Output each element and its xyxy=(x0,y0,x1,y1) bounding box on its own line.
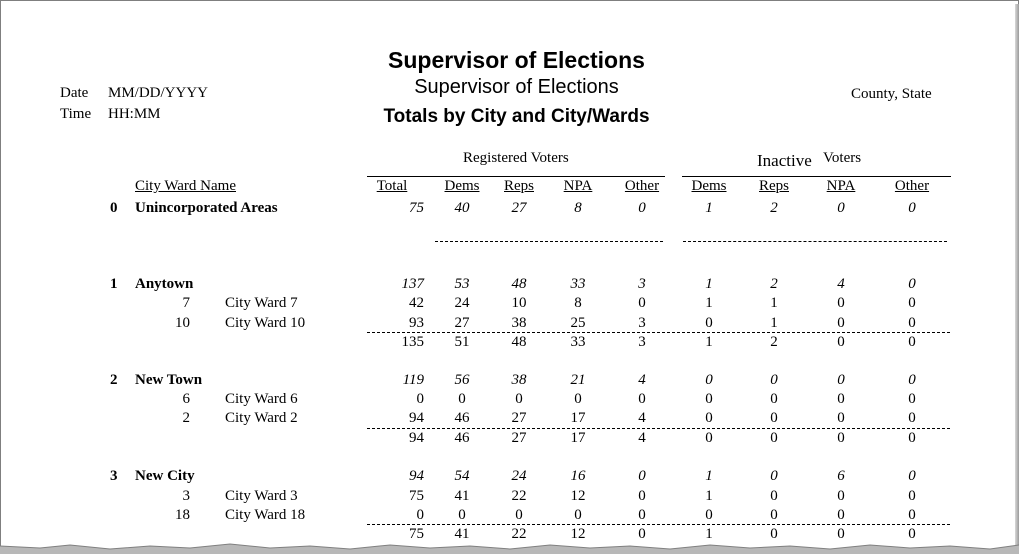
cell-reps: 27 xyxy=(511,410,527,426)
cell-inactive-dems: 0 xyxy=(705,410,713,426)
cell-reps: 24 xyxy=(511,468,527,484)
separator-inactive xyxy=(683,241,947,242)
cell-inactive-other: 0 xyxy=(908,468,916,484)
ward-code: 18 xyxy=(175,507,190,523)
col-header-inactive-dems: Dems xyxy=(691,178,727,194)
cell-inactive-dems: 1 xyxy=(705,468,713,484)
col-header-reps: Reps xyxy=(504,178,534,194)
cell-reps: 27 xyxy=(511,430,527,446)
cell-total: 94 xyxy=(409,430,424,446)
col-header-name: City Ward Name xyxy=(135,178,236,194)
cell-dems: 27 xyxy=(454,315,470,331)
cell-total: 42 xyxy=(409,295,424,311)
subtotal-rule xyxy=(367,332,950,333)
cell-other: 3 xyxy=(638,276,646,292)
city-name: Unincorporated Areas xyxy=(135,200,278,216)
cell-inactive-npa: 0 xyxy=(837,334,845,350)
cell-inactive-other: 0 xyxy=(908,526,916,542)
cell-dems: 56 xyxy=(454,372,470,388)
torn-edge xyxy=(0,540,1019,554)
city-code: 1 xyxy=(110,276,118,292)
cell-inactive-dems: 1 xyxy=(705,295,713,311)
city-code: 2 xyxy=(110,372,118,388)
cell-inactive-other: 0 xyxy=(908,507,916,523)
cell-reps: 0 xyxy=(515,391,523,407)
city-name: New Town xyxy=(135,372,203,388)
cell-inactive-dems: 0 xyxy=(705,391,713,407)
cell-other: 3 xyxy=(638,334,646,350)
subtotal-rule xyxy=(367,428,950,429)
cell-inactive-reps: 0 xyxy=(770,372,778,388)
date-label: Date xyxy=(60,85,89,101)
cell-npa: 12 xyxy=(570,488,586,504)
date-value: MM/DD/YYYY xyxy=(108,85,209,101)
cell-inactive-other: 0 xyxy=(908,372,916,388)
cell-total: 94 xyxy=(409,468,424,484)
cell-inactive-dems: 0 xyxy=(705,372,713,388)
cell-inactive-reps: 1 xyxy=(770,315,778,331)
cell-reps: 38 xyxy=(511,372,527,388)
ward-name: City Ward 7 xyxy=(225,295,298,311)
ward-name: City Ward 3 xyxy=(225,488,298,504)
cell-reps: 10 xyxy=(511,295,527,311)
cell-inactive-reps: 0 xyxy=(770,391,778,407)
ward-name: City Ward 6 xyxy=(225,391,298,407)
cell-inactive-reps: 0 xyxy=(770,430,778,446)
cell-total: 0 xyxy=(416,507,424,523)
cell-reps: 48 xyxy=(511,276,527,292)
ward-name: City Ward 10 xyxy=(225,315,306,331)
cell-npa: 21 xyxy=(570,372,586,388)
cell-total: 93 xyxy=(409,315,424,331)
cell-inactive-other: 0 xyxy=(908,200,916,216)
cell-other: 0 xyxy=(638,295,646,311)
city-code: 0 xyxy=(110,200,118,216)
ward-name: City Ward 18 xyxy=(225,507,306,523)
cell-reps: 27 xyxy=(511,200,527,216)
cell-other: 0 xyxy=(638,507,646,523)
cell-dems: 46 xyxy=(454,410,470,426)
cell-reps: 22 xyxy=(511,488,527,504)
registered-header-rule xyxy=(367,176,665,177)
cell-inactive-npa: 0 xyxy=(837,295,845,311)
cell-dems: 41 xyxy=(454,488,470,504)
col-header-inactive-npa: NPA xyxy=(826,178,856,194)
col-header-total: Total xyxy=(376,178,408,194)
cell-inactive-reps: 2 xyxy=(770,276,778,292)
col-header-inactive-reps: Reps xyxy=(759,178,789,194)
cell-npa: 25 xyxy=(570,315,586,331)
cell-inactive-npa: 0 xyxy=(837,391,845,407)
cell-npa: 0 xyxy=(574,391,582,407)
cell-inactive-other: 0 xyxy=(908,334,916,350)
cell-inactive-reps: 0 xyxy=(770,468,778,484)
cell-inactive-npa: 0 xyxy=(837,372,845,388)
cell-inactive-npa: 0 xyxy=(837,488,845,504)
location-text: County, State xyxy=(851,86,932,102)
cell-inactive-dems: 0 xyxy=(705,507,713,523)
cell-inactive-reps: 2 xyxy=(770,334,778,350)
cell-inactive-reps: 2 xyxy=(770,200,778,216)
cell-inactive-reps: 0 xyxy=(770,488,778,504)
separator-registered xyxy=(435,241,663,242)
report-subtitle: Supervisor of Elections xyxy=(414,76,619,98)
ward-code: 2 xyxy=(182,410,190,426)
city-name: New City xyxy=(135,468,195,484)
cell-inactive-dems: 0 xyxy=(705,315,713,331)
cell-inactive-other: 0 xyxy=(908,488,916,504)
ward-name: City Ward 2 xyxy=(225,410,298,426)
report-title: Supervisor of Elections xyxy=(388,47,645,73)
time-label: Time xyxy=(60,106,92,122)
inactive-voters-group-label: Voters xyxy=(823,150,862,166)
cell-npa: 33 xyxy=(570,334,586,350)
cell-reps: 38 xyxy=(511,315,527,331)
col-header-inactive-other: Other xyxy=(894,178,930,194)
cell-inactive-dems: 1 xyxy=(705,334,713,350)
cell-other: 4 xyxy=(638,410,646,426)
inactive-group-label: Inactive xyxy=(757,151,812,170)
cell-npa: 8 xyxy=(574,295,582,311)
cell-npa: 33 xyxy=(570,276,586,292)
cell-total: 135 xyxy=(401,334,424,350)
cell-inactive-other: 0 xyxy=(908,410,916,426)
cell-npa: 17 xyxy=(570,410,586,426)
cell-total: 137 xyxy=(401,276,424,292)
cell-inactive-npa: 0 xyxy=(837,200,845,216)
cell-inactive-dems: 1 xyxy=(705,488,713,504)
report-heading: Totals by City and City/Wards xyxy=(383,106,650,127)
col-header-npa: NPA xyxy=(563,178,593,194)
cell-dems: 40 xyxy=(454,200,470,216)
cell-dems: 46 xyxy=(454,430,470,446)
cell-inactive-dems: 1 xyxy=(705,526,713,542)
cell-inactive-reps: 0 xyxy=(770,526,778,542)
cell-inactive-other: 0 xyxy=(908,391,916,407)
cell-inactive-other: 0 xyxy=(908,276,916,292)
cell-inactive-other: 0 xyxy=(908,430,916,446)
cell-inactive-other: 0 xyxy=(908,295,916,311)
cell-other: 4 xyxy=(638,430,646,446)
cell-reps: 0 xyxy=(515,507,523,523)
cell-inactive-npa: 4 xyxy=(837,276,845,292)
cell-dems: 51 xyxy=(454,334,470,350)
cell-npa: 0 xyxy=(574,507,582,523)
cell-total: 75 xyxy=(409,526,424,542)
cell-dems: 53 xyxy=(454,276,470,292)
cell-npa: 16 xyxy=(570,468,586,484)
ward-code: 3 xyxy=(182,488,190,504)
cell-dems: 24 xyxy=(454,295,470,311)
cell-inactive-npa: 6 xyxy=(837,468,845,484)
subtotal-rule xyxy=(367,524,950,525)
cell-inactive-npa: 0 xyxy=(837,507,845,523)
col-header-other: Other xyxy=(624,178,660,194)
cell-inactive-other: 0 xyxy=(908,315,916,331)
ward-code: 7 xyxy=(182,295,190,311)
cell-inactive-npa: 0 xyxy=(837,526,845,542)
cell-inactive-npa: 0 xyxy=(837,315,845,331)
cell-inactive-dems: 1 xyxy=(705,276,713,292)
cell-other: 0 xyxy=(638,468,646,484)
cell-inactive-reps: 0 xyxy=(770,410,778,426)
cell-inactive-reps: 1 xyxy=(770,295,778,311)
cell-npa: 17 xyxy=(570,430,586,446)
ward-code: 10 xyxy=(175,315,190,331)
cell-inactive-npa: 0 xyxy=(837,410,845,426)
cell-total: 75 xyxy=(409,200,424,216)
cell-other: 0 xyxy=(638,488,646,504)
cell-npa: 12 xyxy=(570,526,586,542)
cell-dems: 54 xyxy=(454,468,470,484)
cell-inactive-reps: 0 xyxy=(770,507,778,523)
cell-reps: 48 xyxy=(511,334,527,350)
cell-inactive-npa: 0 xyxy=(837,430,845,446)
cell-npa: 8 xyxy=(574,200,582,216)
cell-other: 3 xyxy=(638,315,646,331)
cell-total: 94 xyxy=(409,410,424,426)
cell-other: 0 xyxy=(638,526,646,542)
cell-total: 119 xyxy=(402,372,424,388)
cell-inactive-dems: 1 xyxy=(705,200,713,216)
registered-voters-group-label: Registered Voters xyxy=(463,150,569,166)
cell-dems: 0 xyxy=(458,391,466,407)
city-code: 3 xyxy=(110,468,118,484)
ward-code: 6 xyxy=(182,391,190,407)
city-name: Anytown xyxy=(135,276,194,292)
cell-total: 75 xyxy=(409,488,424,504)
cell-other: 0 xyxy=(638,391,646,407)
inactive-header-rule xyxy=(682,176,951,177)
cell-other: 4 xyxy=(638,372,646,388)
cell-total: 0 xyxy=(416,391,424,407)
cell-reps: 22 xyxy=(511,526,527,542)
col-header-dems: Dems xyxy=(444,178,480,194)
cell-dems: 0 xyxy=(458,507,466,523)
cell-other: 0 xyxy=(638,200,646,216)
time-value: HH:MM xyxy=(108,106,161,122)
cell-inactive-dems: 0 xyxy=(705,430,713,446)
cell-dems: 41 xyxy=(454,526,470,542)
